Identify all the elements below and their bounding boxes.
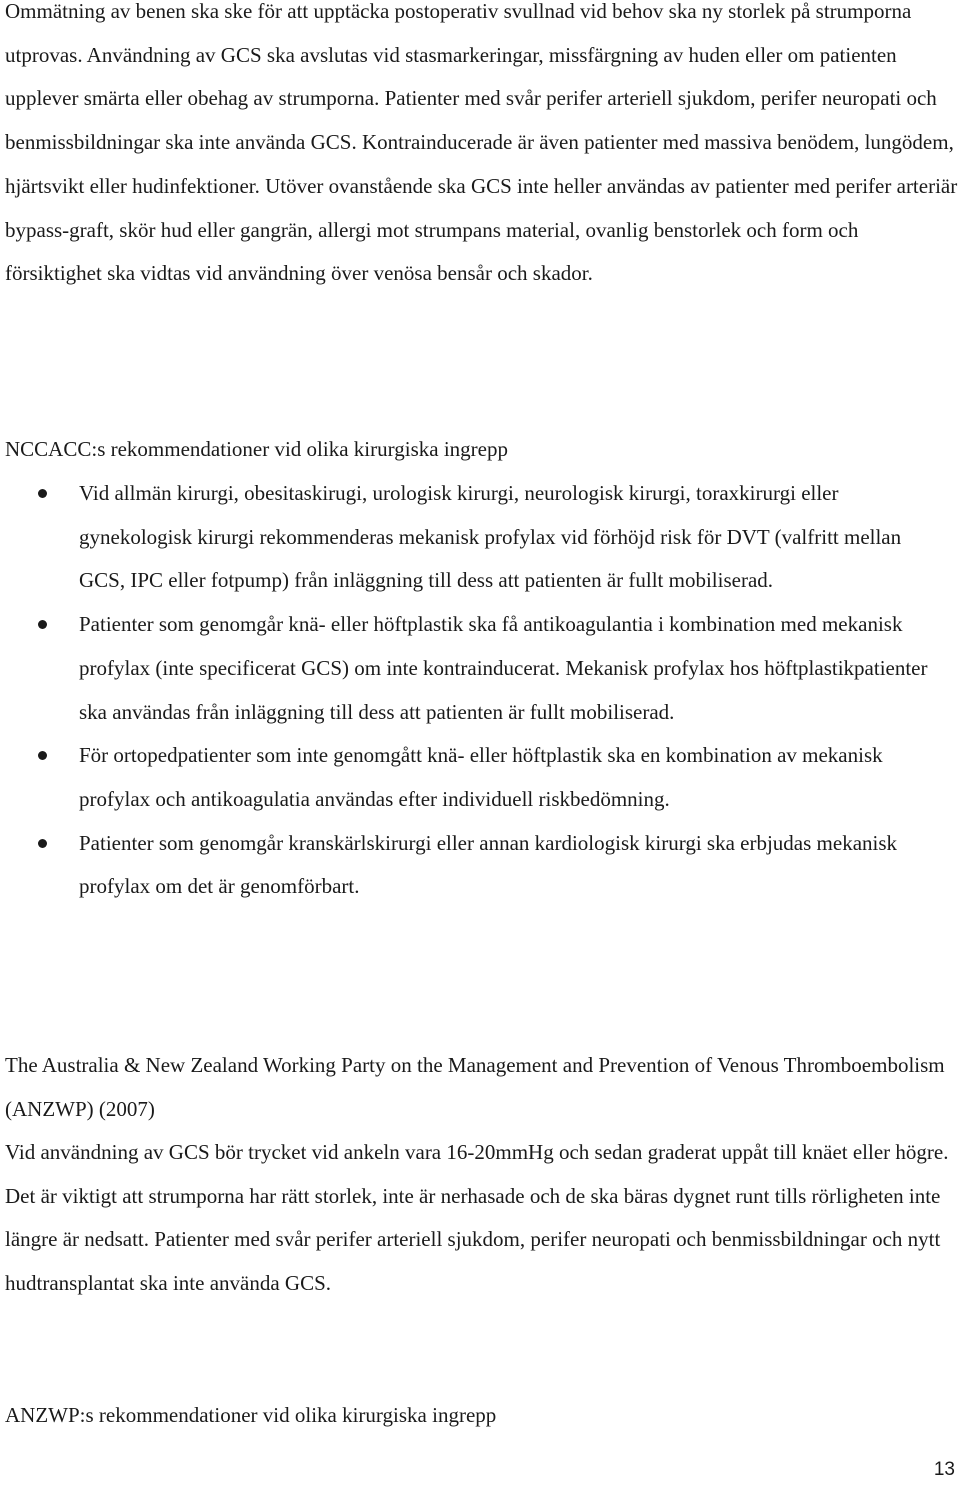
bullet-item-general-surgery — [0, 472, 960, 603]
bullet-text: Patienter som genomgår knä- eller höftplastik ska få antikoagulantia i kombination med mekanisk profylax (inte specificerat GCS) om inte kontrainducerat. Mekanisk profylax hos höftplastikpatienter ska användas från inläggning till dess att patienten är fullt mobiliserad. — [79, 612, 928, 724]
bullet-icon — [38, 751, 47, 760]
bullet-item-cardiac — [0, 822, 960, 909]
bullet-text: Vid allmän kirurgi, obesitaskirugi, urologisk kirurgi, neurologisk kirurgi, toraxkirurgi eller gynekologisk kirurgi rekommenderas mekanisk profylax vid förhöjd risk för DVT (valfritt mellan GCS, IPC eller fotpump) från inläggning till dess att patienten är fullt mobiliserad. — [79, 481, 902, 593]
bullet-item-orthopedic — [0, 734, 960, 821]
anzwp-paragraph: Vid användning av GCS bör trycket vid ankeln vara 16-20mmHg och sedan graderat uppåt till knäet eller högre. Det är viktigt att strumporna har rätt storlek, inte är nerhasade och de ska bäras dygnet runt tills rörligheten inte längre är nedsatt. Patienter med svår perifer arteriell sjukdom, perifer neuropati och benmissbildningar och nytt hudtransplantat ska inte använda GCS. — [5, 1140, 949, 1296]
bullet-text: Patienter som genomgår kranskärlskirurgi eller annan kardiologisk kirurgi ska erbjudas mekanisk profylax om det är genomförbart. — [79, 830, 898, 899]
anzwp-recommendations-heading: ANZWP:s rekommendationer vid olika kirurgiska ingrepp — [5, 1403, 497, 1427]
page-number: 13 — [933, 1459, 955, 1480]
intro-paragraph: Ommätning av benen ska ske för att upptäcka postoperativ svullnad vid behov ska ny storlek på strumporna utprovas. Användning av GCS ska avslutas vid stasmarkeringar, missfärgning av huden eller om patienten upplever smärta eller obehag av strumporna. Patienter med svår perifer arteriell sjukdom, perifer neuropati och benmissbildningar ska inte använda GCS. Kontrainducerade är även patienter med massiva benödem, lungödem, hjärtsvikt eller hudinfektioner. Utöver ovanstående ska GCS inte heller användas av patienter med perifer arteriär bypass-graft, skör hud eller gangrän, allergi mot strumpans material, ovanlig benstorlek och form och försiktighet ska vidtas vid användning över venösa bensår och skador. — [5, 0, 958, 286]
bullet-icon — [38, 839, 47, 848]
nccacc-bullet-list — [0, 472, 960, 909]
anzwp-title: The Australia & New Zealand Working Party on the Management and Prevention of Venous Thromboembolism (ANZWP) (2007) — [5, 1053, 945, 1121]
bullet-icon — [38, 489, 47, 498]
nccacc-heading: NCCACC:s rekommendationer vid olika kirurgiska ingrepp — [5, 437, 508, 461]
bullet-icon — [38, 620, 47, 629]
bullet-item-knee-hip — [0, 603, 960, 734]
bullet-text: För ortopedpatienter som inte genomgått knä- eller höftplastik ska en kombination av mekanisk profylax och antikoagulatia användas efter individuell riskbedömning. — [79, 743, 883, 811]
